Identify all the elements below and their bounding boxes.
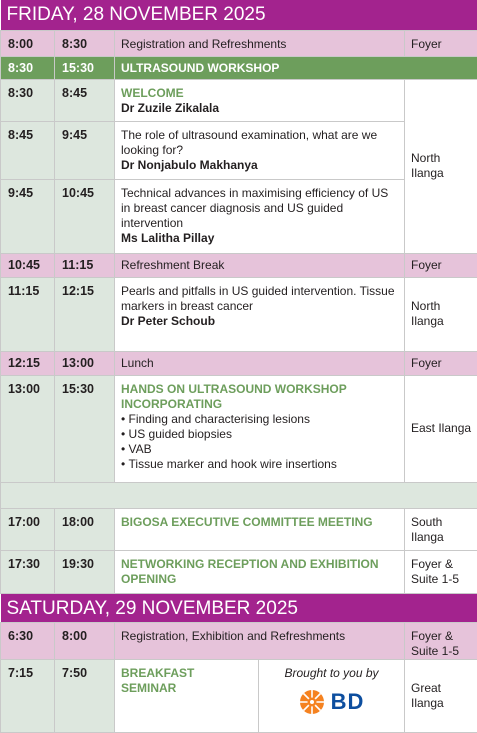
day-title: SATURDAY, 29 NOVEMBER 2025 xyxy=(1,593,477,622)
end-time: 8:30 xyxy=(55,30,115,56)
row-ultrasound-workshop xyxy=(1,56,477,79)
bd-logo xyxy=(265,689,398,715)
speaker: Dr Peter Schoub xyxy=(121,314,398,329)
location: Foyer & Suite 1-5 xyxy=(405,622,477,659)
end-time: 13:00 xyxy=(55,351,115,375)
end-time: 10:45 xyxy=(55,179,115,253)
location: Great Ilanga xyxy=(405,659,477,732)
start-time: 9:45 xyxy=(1,179,55,253)
session-text: Registration, Exhibition and Refreshments xyxy=(115,622,405,659)
end-time: 7:50 xyxy=(55,659,115,732)
start-time: 6:30 xyxy=(1,622,55,659)
location: Foyer & Suite 1-5 xyxy=(405,550,477,593)
day-header-friday xyxy=(1,0,477,30)
session-cell xyxy=(115,375,405,482)
location: South Ilanga xyxy=(405,508,477,550)
session-cell xyxy=(115,508,405,550)
location: North Ilanga xyxy=(405,277,477,351)
end-time: 8:45 xyxy=(55,79,115,121)
list-item: • US guided biopsies xyxy=(121,427,398,442)
sponsor-text: Brought to you by xyxy=(265,666,398,681)
start-time: 17:30 xyxy=(1,550,55,593)
session-title: BIGOSA EXECUTIVE COMMITTEE MEETING xyxy=(121,515,398,530)
end-time: 15:30 xyxy=(55,56,115,79)
row-pearls-and-pitfalls xyxy=(1,277,477,351)
list-item: • Tissue marker and hook wire insertions xyxy=(121,457,398,472)
row-registration-exhibition xyxy=(1,622,477,659)
end-time: 9:45 xyxy=(55,121,115,179)
row-registration xyxy=(1,30,477,56)
start-time: 8:30 xyxy=(1,79,55,121)
session-text: Registration and Refreshments xyxy=(115,30,405,56)
location: East Ilanga xyxy=(405,375,477,482)
start-time: 12:15 xyxy=(1,351,55,375)
session-text: Refreshment Break xyxy=(115,253,405,277)
end-time: 8:00 xyxy=(55,622,115,659)
row-spacer xyxy=(1,482,477,508)
session-cell xyxy=(115,277,405,351)
bd-logo-text: BD xyxy=(331,694,365,709)
sponsor-cell xyxy=(259,659,405,732)
session-title: HANDS ON ULTRASOUND WORKSHOP INCORPORATING xyxy=(121,382,398,412)
session-text: The role of ultrasound examination, what are we looking for? xyxy=(121,128,398,158)
start-time: 7:15 xyxy=(1,659,55,732)
end-time: 11:15 xyxy=(55,253,115,277)
end-time: 15:30 xyxy=(55,375,115,482)
location: Foyer xyxy=(405,30,477,56)
end-time: 18:00 xyxy=(55,508,115,550)
row-breakfast-seminar xyxy=(1,659,477,732)
session-cell xyxy=(115,79,405,121)
session-title: BREAKFAST SEMINAR xyxy=(121,666,252,696)
end-time: 19:30 xyxy=(55,550,115,593)
session-title: NETWORKING RECEPTION AND EXHIBITION OPENING xyxy=(121,557,398,587)
speaker: Dr Nonjabulo Makhanya xyxy=(121,158,398,173)
day-title: FRIDAY, 28 NOVEMBER 2025 xyxy=(1,0,477,30)
location: Foyer xyxy=(405,253,477,277)
list-item: • VAB xyxy=(121,442,398,457)
session-title: WELCOME xyxy=(121,86,398,101)
start-time: 17:00 xyxy=(1,508,55,550)
day-header-saturday xyxy=(1,593,477,622)
start-time: 11:15 xyxy=(1,277,55,351)
bd-sunburst-icon xyxy=(299,689,325,715)
row-lunch xyxy=(1,351,477,375)
row-bigosa-meeting xyxy=(1,508,477,550)
session-cell xyxy=(115,179,405,253)
start-time: 8:45 xyxy=(1,121,55,179)
list-item: • Finding and characterising lesions xyxy=(121,412,398,427)
start-time: 8:30 xyxy=(1,56,55,79)
session-cell xyxy=(115,659,259,732)
spacer-cell xyxy=(1,482,477,508)
row-networking-reception xyxy=(1,550,477,593)
start-time: 8:00 xyxy=(1,30,55,56)
end-time: 12:15 xyxy=(55,277,115,351)
session-text: Pearls and pitfalls in US guided intervention. Tissue markers in breast cancer xyxy=(121,284,398,314)
start-time: 13:00 xyxy=(1,375,55,482)
topic-list xyxy=(121,412,398,472)
start-time: 10:45 xyxy=(1,253,55,277)
speaker: Dr Zuzile Zikalala xyxy=(121,101,398,116)
row-hands-on-workshop xyxy=(1,375,477,482)
session-text: ULTRASOUND WORKSHOP xyxy=(115,56,477,79)
row-refreshment-break xyxy=(1,253,477,277)
session-text: Technical advances in maximising efficiency of US in breast cancer diagnosis and US guided intervention xyxy=(121,186,398,231)
speaker: Ms Lalitha Pillay xyxy=(121,231,398,246)
location: North Ilanga xyxy=(405,79,477,253)
row-welcome xyxy=(1,79,477,121)
session-cell xyxy=(115,550,405,593)
location: Foyer xyxy=(405,351,477,375)
session-cell xyxy=(115,121,405,179)
session-text: Lunch xyxy=(115,351,405,375)
